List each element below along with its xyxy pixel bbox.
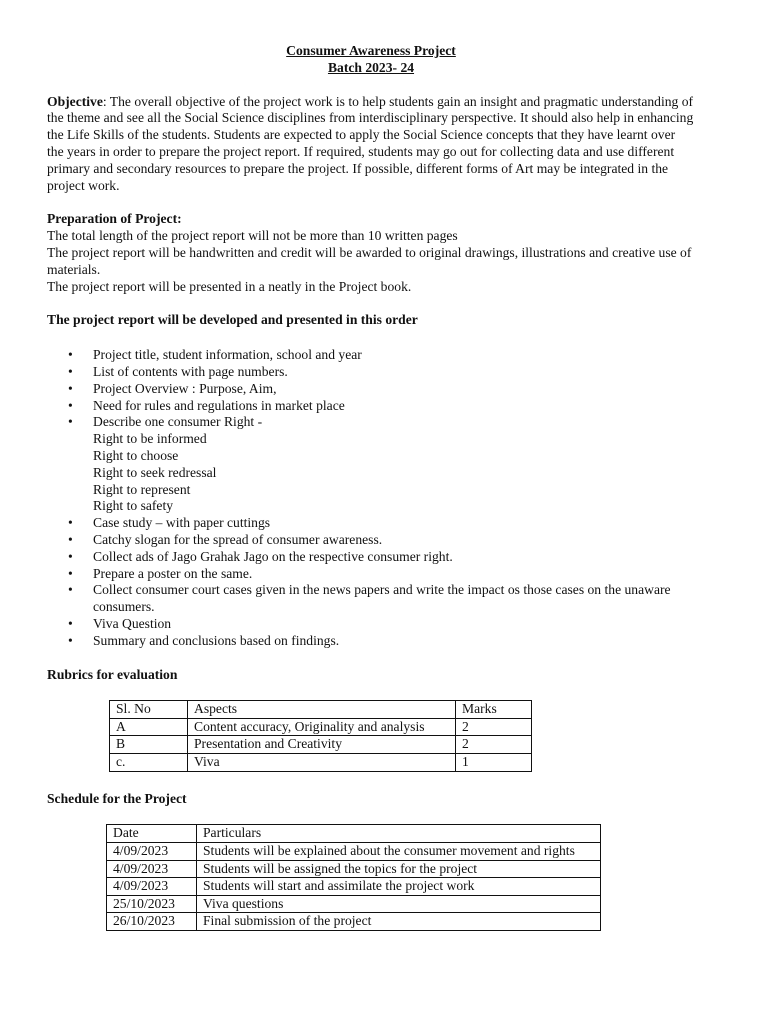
list-item: • Summary and conclusions based on findings. [68, 632, 340, 648]
column-header: Aspects [188, 701, 456, 719]
bullet-icon: • [68, 615, 73, 631]
bullet-icon: • [68, 582, 73, 598]
list-item: • Prepare a poster on the same. [68, 565, 253, 581]
table-cell: 26/10/2023 [107, 913, 197, 931]
table-row [107, 878, 601, 896]
table-row [110, 754, 532, 772]
bullet-icon: • [68, 380, 73, 396]
table-header-row [107, 825, 601, 843]
list-item: • Collect ads of Jago Grahak Jago on the respective consumer right. [68, 548, 453, 564]
table-cell: Viva questions [197, 895, 601, 913]
column-header: Sl. No [110, 701, 188, 719]
table-cell: A [110, 718, 188, 736]
preparation-line: The project report will be handwritten and credit will be awarded to original drawings, illustrations and creative use of materials. [47, 244, 692, 277]
table-cell: 4/09/2023 [107, 860, 197, 878]
table-row [110, 736, 532, 754]
list-item: • Collect consumer court cases given in the news papers and write the impact os those cases on the unaware consumers. [68, 582, 671, 615]
column-header: Marks [456, 701, 532, 719]
document-title [47, 43, 695, 77]
right-item: Right to represent [93, 481, 191, 497]
table-cell: c. [110, 754, 188, 772]
list-item: • Project title, student information, school and year [68, 347, 362, 363]
table-cell: Viva [188, 754, 456, 772]
table-cell: 2 [456, 718, 532, 736]
table-cell: Students will be explained about the consumer movement and rights [197, 843, 601, 861]
bullet-icon: • [68, 632, 73, 648]
schedule-table [106, 824, 601, 931]
table-header-row [110, 701, 532, 719]
rubrics-section [47, 667, 695, 772]
bullet-icon: • [68, 347, 73, 363]
table-row [107, 843, 601, 861]
bullet-icon: • [68, 363, 73, 379]
right-item: Right to seek redressal [93, 464, 217, 480]
table-cell: 1 [456, 754, 532, 772]
preparation-heading: Preparation of Project: [47, 211, 182, 227]
list-item: • Case study – with paper cuttings [68, 515, 271, 531]
rubrics-heading: Rubrics for evaluation [47, 666, 178, 682]
table-cell: Final submission of the project [197, 913, 601, 931]
preparation-line: The total length of the project report will not be more than 10 written pages [47, 228, 458, 244]
list-item: • Describe one consumer Right - Right to be informed Right to choose Right to seek redressal Right to represent Right to safety [47, 414, 695, 515]
table-cell: Content accuracy, Originality and analysis [188, 718, 456, 736]
table-cell: B [110, 736, 188, 754]
bullet-icon: • [68, 565, 73, 581]
table-cell: 4/09/2023 [107, 878, 197, 896]
bullet-icon: • [68, 548, 73, 564]
right-item: Right to be informed [93, 431, 207, 447]
order-heading: The project report will be developed and presented in this order [47, 312, 418, 328]
order-section [47, 312, 695, 649]
schedule-heading: Schedule for the Project [47, 790, 187, 806]
table-row [110, 718, 532, 736]
table-cell: 4/09/2023 [107, 843, 197, 861]
right-item: Right to safety [93, 498, 174, 514]
list-item: • List of contents with page numbers. [68, 363, 288, 379]
order-list [47, 347, 695, 649]
bullet-icon: • [68, 414, 73, 430]
list-item: • Project Overview : Purpose, Aim, [68, 380, 277, 396]
table-cell: 25/10/2023 [107, 895, 197, 913]
objective-label: Objective [47, 93, 103, 109]
document-page [47, 43, 695, 931]
title-line-1: Consumer Awareness Project [286, 43, 456, 58]
preparation-line: The project report will be presented in a neatly in the Project book. [47, 278, 412, 294]
bullet-icon: • [68, 397, 73, 413]
table-cell: Students will start and assimilate the project work [197, 878, 601, 896]
right-item: Right to choose [93, 447, 179, 463]
column-header: Date [107, 825, 197, 843]
objective-paragraph [47, 94, 695, 195]
schedule-section [47, 791, 695, 931]
bullet-icon: • [68, 515, 73, 531]
objective-text: : The overall objective of the project work is to help students gain an insight and pragmatic understanding of the theme and see all the Social Science disciplines from interdisciplinary perspective. It should also help in enhancing the Life Skills of the students. Students are expected to apply the Social Science concepts that they have learnt over the years in order to prepare the project report. If required, students may go out for collecting data and use different primary and secondary resources to prepare the project. If possible, different forms of Art may be integrated in the project work. [47, 93, 694, 193]
list-item: • Catchy slogan for the spread of consumer awareness. [68, 531, 383, 547]
title-line-2: Batch 2023- 24 [327, 59, 415, 75]
table-cell: Students will be assigned the topics for the project [197, 860, 601, 878]
rubrics-table [109, 700, 532, 771]
list-item: • Need for rules and regulations in market place [68, 397, 345, 413]
table-row [107, 895, 601, 913]
table-cell: 2 [456, 736, 532, 754]
column-header: Particulars [197, 825, 601, 843]
table-cell: Presentation and Creativity [188, 736, 456, 754]
bullet-icon: • [68, 531, 73, 547]
table-row [107, 860, 601, 878]
table-row [107, 913, 601, 931]
list-item: • Viva Question [68, 615, 172, 631]
preparation-section [47, 211, 695, 295]
